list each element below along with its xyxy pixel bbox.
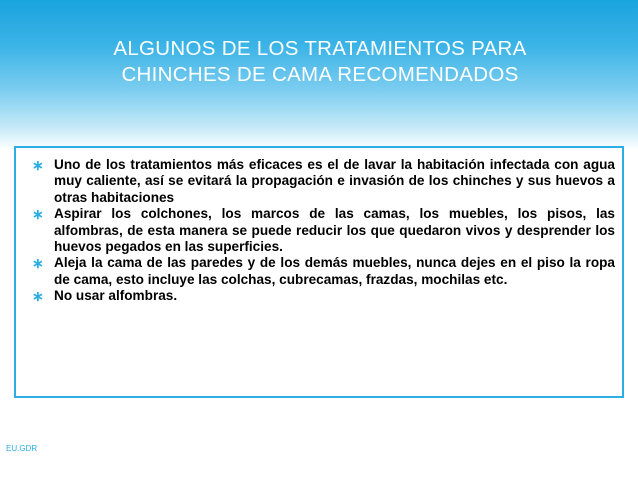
bullet-item (32, 206, 615, 255)
content-box (14, 146, 624, 398)
bullet-icon: ∗ (32, 157, 44, 173)
bullet-item (32, 157, 615, 206)
bullet-icon: ∗ (32, 206, 44, 223)
bullet-item (32, 288, 615, 304)
bullet-text: Aspirar los colchones, los marcos de las camas, los muebles, los pisos, las alfombras, de esta manera se puede reducir los que quedaron vivos y desprender los huevos pegados en las superficies. (54, 206, 615, 255)
bullet-icon: ∗ (32, 255, 44, 272)
slide-title-line-1: ALGUNOS DE LOS TRATAMIENTOS PARA (113, 37, 527, 60)
slide-title (60, 36, 580, 88)
bullet-icon: ∗ (32, 288, 44, 305)
bullet-text: No usar alfombras. (54, 288, 178, 304)
bullet-item (32, 255, 615, 288)
footer-label: EU.GDR (6, 444, 38, 453)
slide-title-line-2: CHINCHES DE CAMA RECOMENDADOS (121, 63, 519, 86)
bullet-text: Aleja la cama de las paredes y de los demás muebles, nunca dejes en el piso la ropa de cama, esto incluye las colchas, cubrecamas, frazdas, mochilas etc. (54, 255, 615, 287)
bullet-list (32, 157, 615, 305)
bullet-text: Uno de los tratamientos más eficaces es el de lavar la habitación infectada con agua muy caliente, así se evitará la propagación e invasión de los chinches y sus huevos a otras habitaciones (54, 157, 615, 205)
